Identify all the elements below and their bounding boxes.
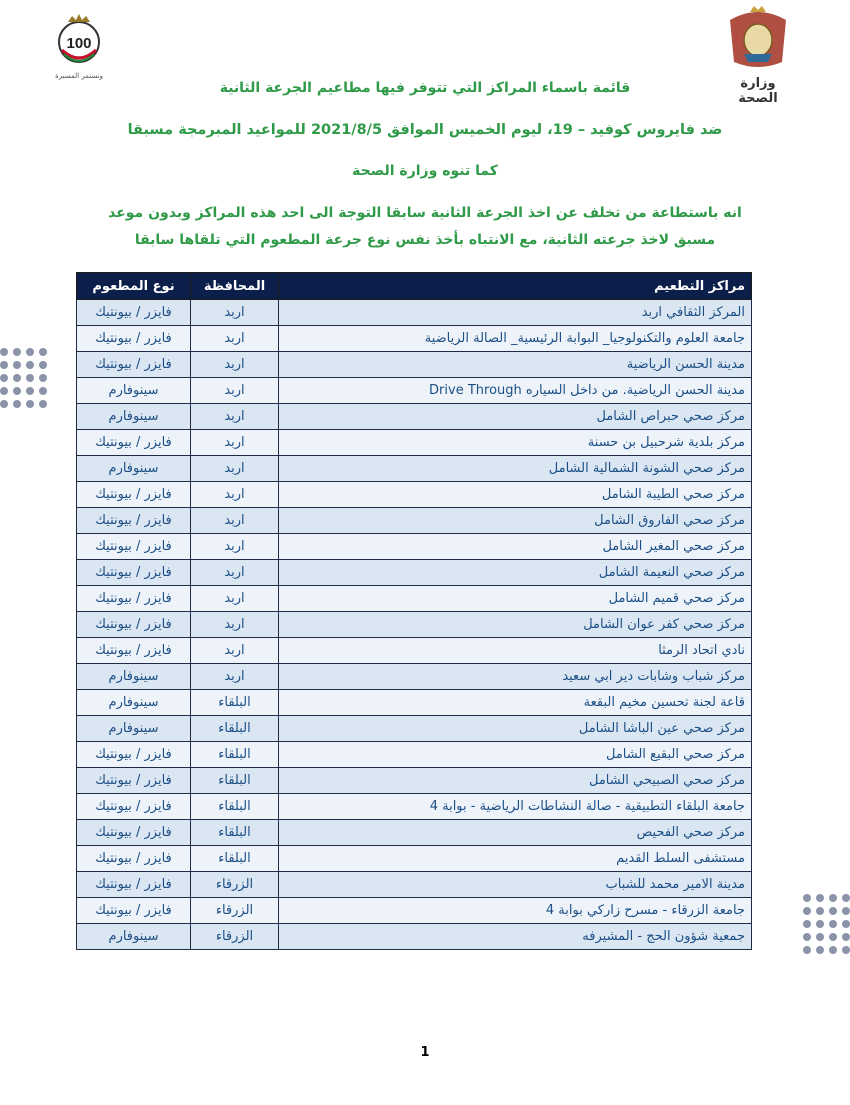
heading-line-2: ضد فايروس كوفيد – 19، ليوم الخميس الموافق 2021/8/5 للمواعيد المبرمجة مسبقا [127,122,723,138]
decorative-dot [0,374,8,382]
centennial-logo [48,10,110,84]
table-row [77,820,752,846]
cell-governorate: الزرقاء [191,924,279,950]
header-center: مراكز التطعيم [279,273,752,300]
cell-center: مركز صحي عين الباشا الشامل [279,716,752,742]
decorative-dot [816,907,824,915]
cell-governorate: البلقاء [191,794,279,820]
table-row [77,612,752,638]
cell-vaccine: فايزر / بيونتيك [77,768,191,794]
cell-center: نادي اتحاد الرمثا [279,638,752,664]
decorative-dot [26,374,34,382]
cell-governorate: البلقاء [191,768,279,794]
decorative-dot [0,387,8,395]
table-row [77,326,752,352]
cell-vaccine: فايزر / بيونتيك [77,820,191,846]
decorative-dot [0,348,8,356]
notice-line-1: انه باستطاعة من تخلف عن اخذ الجرعة الثانية سابقا التوجة الى احد هذه المراكز وبدون موعد [108,205,742,221]
decorative-dot [842,920,850,928]
cell-vaccine: فايزر / بيونتيك [77,326,191,352]
table-row [77,586,752,612]
decorative-dot [13,374,21,382]
cell-vaccine: فايزر / بيونتيك [77,794,191,820]
decorative-dot [816,933,824,941]
decorative-dot [39,348,47,356]
cell-governorate: الزرقاء [191,898,279,924]
cell-center: مركز صحي الفاروق الشامل [279,508,752,534]
table-row [77,404,752,430]
decorative-dot [829,894,837,902]
cell-governorate: اربد [191,534,279,560]
decorative-dot [842,946,850,954]
decorative-dot [803,894,811,902]
cell-center: مركز صحي النعيمة الشامل [279,560,752,586]
table-body [77,300,752,950]
cell-center: مركز صحي الصبيحي الشامل [279,768,752,794]
cell-vaccine: فايزر / بيونتيك [77,612,191,638]
table-row [77,456,752,482]
decorative-dot [803,920,811,928]
cell-center: مركز صحي الشونة الشمالية الشامل [279,456,752,482]
cell-governorate: البلقاء [191,846,279,872]
decorative-dot [829,946,837,954]
cell-center: جامعة الزرقاء - مسرح زاركي بوابة 4 [279,898,752,924]
decorative-dot [816,894,824,902]
cell-center: مدينة الامير محمد للشباب [279,872,752,898]
table-row [77,430,752,456]
decorative-dot [803,933,811,941]
cell-center: مركز صحي البقيع الشامل [279,742,752,768]
table-row [77,742,752,768]
table-row [77,664,752,690]
cell-governorate: الزرقاء [191,872,279,898]
cell-governorate: البلقاء [191,716,279,742]
table-row [77,482,752,508]
decorative-dot [26,400,34,408]
table-row [77,508,752,534]
cell-governorate: اربد [191,586,279,612]
cell-governorate: البلقاء [191,820,279,846]
cell-vaccine: سينوفارم [77,716,191,742]
table-row [77,534,752,560]
centennial-caption: ونستمر المسيرة [55,72,103,80]
cell-governorate: اربد [191,508,279,534]
cell-center: جمعية شؤون الحج - المشيرفه [279,924,752,950]
cell-vaccine: فايزر / بيونتيك [77,560,191,586]
decorative-dot [829,933,837,941]
cell-vaccine: فايزر / بيونتيك [77,872,191,898]
decorative-dot [13,348,21,356]
decorative-dot [39,387,47,395]
decorative-dot [26,361,34,369]
svg-text:100: 100 [66,35,92,52]
heading-line-3: كما تنوه وزارة الصحة [352,163,498,179]
decorative-dot [816,946,824,954]
cell-center: جامعة العلوم والتكنولوجيا_ البوابة الرئيسية_ الصالة الرياضية [279,326,752,352]
cell-vaccine: فايزر / بيونتيك [77,586,191,612]
cell-center: مركز صحي كفر عوان الشامل [279,612,752,638]
decorative-dot [39,361,47,369]
decorative-dot [803,946,811,954]
cell-vaccine: سينوفارم [77,690,191,716]
cell-governorate: اربد [191,612,279,638]
cell-governorate: اربد [191,326,279,352]
cell-center: مركز صحي المغير الشامل [279,534,752,560]
cell-governorate: اربد [191,378,279,404]
decorative-dot [829,907,837,915]
decorative-dot [842,907,850,915]
decorative-dot [26,348,34,356]
table-row [77,846,752,872]
decorative-dots-left [0,348,47,408]
header-vaccine: نوع المطعوم [77,273,191,300]
decorative-dot [0,400,8,408]
cell-vaccine: فايزر / بيونتيك [77,352,191,378]
notice-line-2: مسبق لاخذ جرعته الثانية، مع الانتباه بأخذ نفس نوع جرعة المطعوم التي تلقاها سابقا [134,232,716,248]
cell-vaccine: سينوفارم [77,924,191,950]
cell-governorate: البلقاء [191,690,279,716]
cell-vaccine: فايزر / بيونتيك [77,430,191,456]
cell-governorate: اربد [191,430,279,456]
decorative-dot [803,907,811,915]
cell-center: جامعة البلقاء التطبيقية - صالة النشاطات الرياضية - بوابة 4 [279,794,752,820]
cell-center: المركز الثقافي اربد [279,300,752,326]
cell-vaccine: فايزر / بيونتيك [77,742,191,768]
cell-vaccine: فايزر / بيونتيك [77,898,191,924]
table-row [77,378,752,404]
table-row [77,872,752,898]
cell-governorate: اربد [191,664,279,690]
cell-center: مركز صحي حبراص الشامل [279,404,752,430]
ministry-caption: وزارة الصحة [738,76,778,106]
cell-center: مركز صحي الفحيص [279,820,752,846]
table-row [77,794,752,820]
cell-governorate: اربد [191,638,279,664]
cell-governorate: اربد [191,456,279,482]
cell-center: مستشفى السلط القديم [279,846,752,872]
table-row [77,560,752,586]
decorative-dot [39,374,47,382]
table-row [77,898,752,924]
cell-vaccine: فايزر / بيونتيك [77,482,191,508]
cell-vaccine: فايزر / بيونتيك [77,638,191,664]
cell-vaccine: سينوفارم [77,378,191,404]
decorative-dots-right [803,894,850,954]
cell-governorate: اربد [191,352,279,378]
table-row [77,690,752,716]
cell-governorate: اربد [191,404,279,430]
table-row [77,300,752,326]
cell-center: مركز شباب وشابات دير ابي سعيد [279,664,752,690]
cell-center: مركز صحي الطيبة الشامل [279,482,752,508]
decorative-dot [39,400,47,408]
decorative-dot [13,361,21,369]
table-header-row [77,273,752,300]
table-row [77,352,752,378]
cell-center: مركز صحي قميم الشامل [279,586,752,612]
decorative-dot [816,920,824,928]
cell-vaccine: سينوفارم [77,404,191,430]
decorative-dot [842,933,850,941]
decorative-dot [0,361,8,369]
cell-vaccine: سينوفارم [77,456,191,482]
page-number: 1 [420,1045,430,1060]
table-row [77,638,752,664]
cell-governorate: اربد [191,300,279,326]
cell-governorate: اربد [191,560,279,586]
cell-center: قاعة لجنة تحسين مخيم البقعة [279,690,752,716]
cell-vaccine: فايزر / بيونتيك [77,300,191,326]
cell-center: مدينة الحسن الرياضية [279,352,752,378]
table-row [77,924,752,950]
cell-governorate: البلقاء [191,742,279,768]
decorative-dot [842,894,850,902]
cell-vaccine: فايزر / بيونتيك [77,508,191,534]
vaccination-centers-table [76,272,752,950]
cell-center: مركز بلدية شرحبيل بن حسنة [279,430,752,456]
cell-vaccine: فايزر / بيونتيك [77,534,191,560]
header-governorate: المحافظة [191,273,279,300]
table-row [77,716,752,742]
decorative-dot [13,400,21,408]
decorative-dot [829,920,837,928]
cell-governorate: اربد [191,482,279,508]
cell-vaccine: سينوفارم [77,664,191,690]
decorative-dot [13,387,21,395]
decorative-dot [26,387,34,395]
cell-center: مدينة الحسن الرياضية. من داخل السياره Drive Through [279,378,752,404]
table-row [77,768,752,794]
cell-vaccine: فايزر / بيونتيك [77,846,191,872]
heading-line-1: قائمة باسماء المراكز التي تتوفر فيها مطاعيم الجرعة الثانية [219,80,631,96]
